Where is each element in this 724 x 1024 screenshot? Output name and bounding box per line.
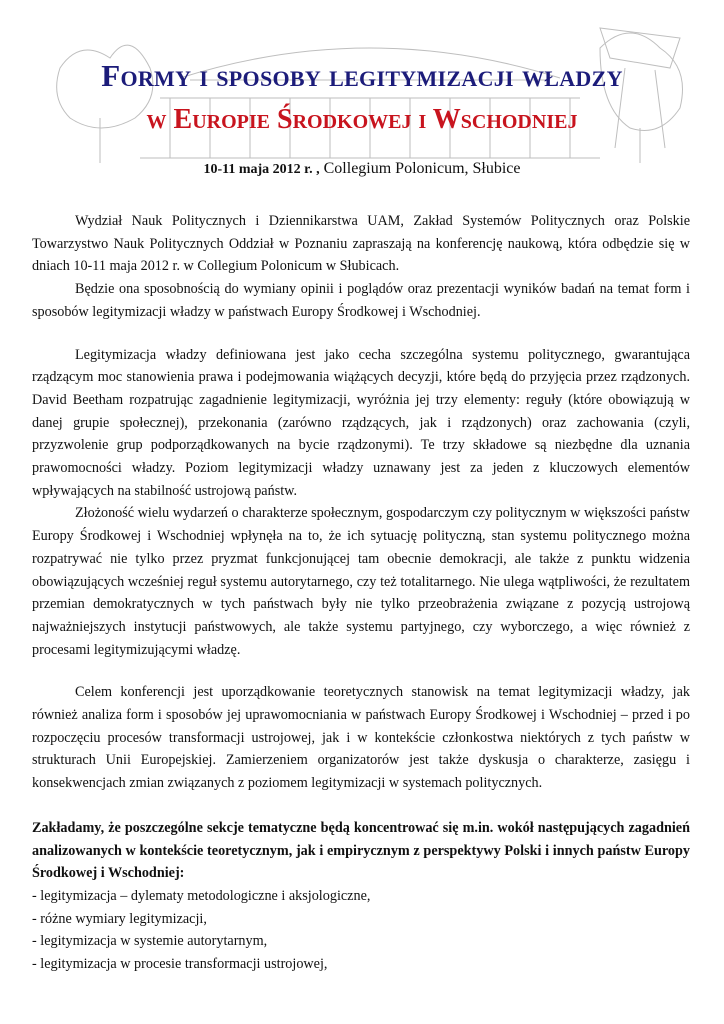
paragraph-invitation: Wydział Nauk Politycznych i Dziennikarstwa UAM, Zakład Systemów Politycznych oraz Polskie Towarzystwo Nauk Politycznych Oddział w Poznaniu zapraszają na konferencję naukową, która odbędzie się w dniach 10-11 maja 2012 r. w Collegium Polonicum w Słubicach. <box>32 213 690 275</box>
conference-place: Collegium Polonicum, Słubice <box>323 160 521 177</box>
list-item: - różne wymiary legitymizacji, <box>32 910 207 927</box>
list-item: - legitymizacja w systemie autorytarnym, <box>32 933 268 950</box>
paragraph-goal: Celem konferencji jest uporządkowanie teoretycznych stanowisk na temat legitymizacji władzy, jak również analiza form i sposobów jej uprawomocniania w państwach Europy Środkowej i Wschodniej – przed i po rozpoczęciu procesów transformacji ustrojowej, jak i w kontekście członkostwa niektórych z tych państw w strukturach Unii Europejskiej. Zamierzeniem organizatorów jest także dyskusja o charakterze, zasięgu i konsekwencjach zmian związanych z poziomem legitymizacji w systemach politycznych. <box>32 684 690 792</box>
conference-subtitle: w Europie Środkowej i Wschodniej <box>146 104 578 135</box>
conference-title: Formy i sposoby legitymizacji władzy <box>101 58 623 93</box>
topics-list <box>32 885 690 976</box>
page-header <box>0 0 724 190</box>
date-and-place <box>0 160 724 178</box>
list-item: - legitymizacja w procesie transformacji ustrojowej, <box>32 956 328 973</box>
paragraph-purpose: Będzie ona sposobnością do wymiany opinii i poglądów oraz prezentacji wyników badań na temat form i sposobów legitymizacji władzy w państwach Europy Środkowej i Wschodniej. <box>32 281 690 320</box>
conference-date: 10-11 maja 2012 r. , <box>203 162 320 177</box>
document-body <box>32 210 690 976</box>
paragraph-definition: Legitymizacja władzy definiowana jest jako cecha szczególna systemu politycznego, gwarantująca rządzącym moc stanowienia prawa i podejmowania wiążących decyzji, które będą do przyjęcia przez rządzonych. David Beetham rozpatrując zagadnienie legitymizacji, wyróżnia jej trzy elementy: reguły (które obowiązują w danej grupie społecznej), przekonania (zarówno rządzących, jak i rządzonych) oraz zachowania (czyli, przyzwolenie grup podporządkowanych na bycie rządzonymi). Te trzy składowe są niezbędne dla uznania prawomocności władzy. Poziom legitymizacji władzy uznawany jest za jeden z kluczowych elementów wpływających na stabilność ustrojową państw. <box>32 346 690 499</box>
paragraph-complexity: Złożoność wielu wydarzeń o charakterze społecznym, gospodarczym czy politycznym w większości państw Europy Środkowej i Wschodniej wpłynęła na to, że ich sytuację polityczną, stan systemu politycznego można rozpatrywać nie tylko przez pryzmat funkcjonującej tam obecnie demokracji, ale także z punktu widzenia obowiązujących wcześniej reguł systemu autorytarnego, czy też totalitarnego. Nie ulega wątpliwości, że rezultatem przemian demokratycznych w tych państwach były nie tylko przeobrażenia związane z pozycją ustrojową najważniejszych instytucji państwowych, ale także systemu partyjnego, czy wyborczego, a więc również z procesami legitymizującymi władzę. <box>32 505 690 658</box>
list-item: - legitymizacja – dylematy metodologiczne i aksjologiczne, <box>32 887 371 904</box>
topics-intro: Zakładamy, że poszczególne sekcje tematyczne będą koncentrować się m.in. wokół następujących zagadnień analizowanych w kontekście teoretycznym, jak i empirycznym z perspektywy Polski i innych państw Europy Środkowej i Wschodniej: <box>32 819 690 882</box>
